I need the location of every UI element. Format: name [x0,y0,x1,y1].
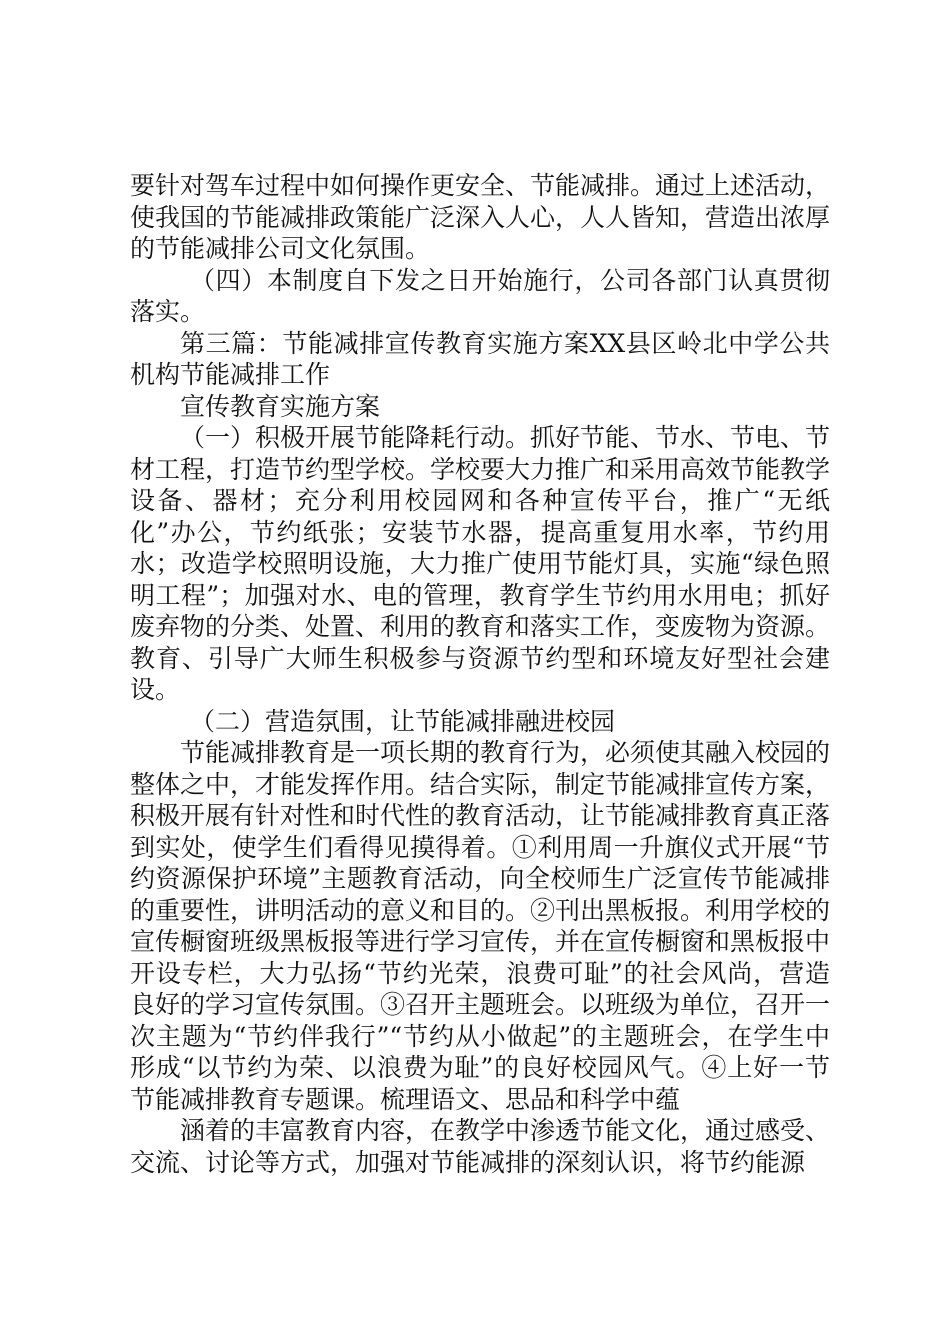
document-body [130,170,830,1178]
paragraph-continuation: 要针对驾车过程中如何操作更安全、节能减排。通过上述活动，使我国的节能减排政策能广泛深入人心，人人皆知，营造出浓厚的节能减排公司文化氛围。 [130,171,831,263]
paragraph-continued: 涵着的丰富教育内容，在教学中渗透节能文化，通过感受、交流、讨论等方式，加强对节能减排的深刻认识，将节约能源 [130,1116,831,1177]
paragraph-item-two-heading: （二）营造氛围，让节能减排融进校园 [190,706,616,736]
section-heading: 第三篇：节能减排宣传教育实施方案XX县区岭北中学公共机构节能减排工作 [130,328,830,389]
paragraph-item-two-body: 节能减排教育是一项长期的教育行为，必须使其融入校园的整体之中，才能发挥作用。结合实际，制定节能减排宣传方案，积极开展有针对性和时代性的教育活动，让节能减排教育真正落到实处，使学生们看得见摸得着。①利用周一升旗仪式开展“节约资源保护环境”主题教育活动，向全校师生广泛宣传节能减排的重要性，讲明活动的意义和目的。②刊出黑板报。利用学校的宣传橱窗班级黑板报等进行学习宣传，并在宣传橱窗和黑板报中开设专栏，大力弘扬“节约光荣，浪费可耻”的社会风尚，营造良好的学习宣传氛围。③召开主题班会。以班级为单位，召开一次主题为“节约伴我行”“节约从小做起”的主题班会，在学生中形成“以节约为荣、以浪费为耻”的良好校园风气。④上好一节节能减排教育专题课。梳理语文、思品和科学中蕴 [130,738,831,1114]
paragraph-item-four: （四）本制度自下发之日开始施行，公司各部门认真贯彻落实。 [130,265,830,326]
paragraph-item-one: （一）积极开展节能降耗行动。抓好节能、节水、节电、节材工程，打造节约型学校。学校要大力推广和采用高效节能教学设备、器材；充分利用校园网和各种宣传平台，推广“无纸化”办公，节约纸张；安装节水器，提高重复用水率，节约用水；改造学校照明设施，大力推广使用节能灯具，实施“绿色照明工程”；加强对水、电的管理，教育学生节约用水用电；抓好废弃物的分类、处置、利用的教育和落实工作，变废物为资源。教育、引导广大师生积极参与资源节约型和环境友好型社会建设。 [130,423,831,704]
section-subheading: 宣传教育实施方案 [180,391,381,421]
